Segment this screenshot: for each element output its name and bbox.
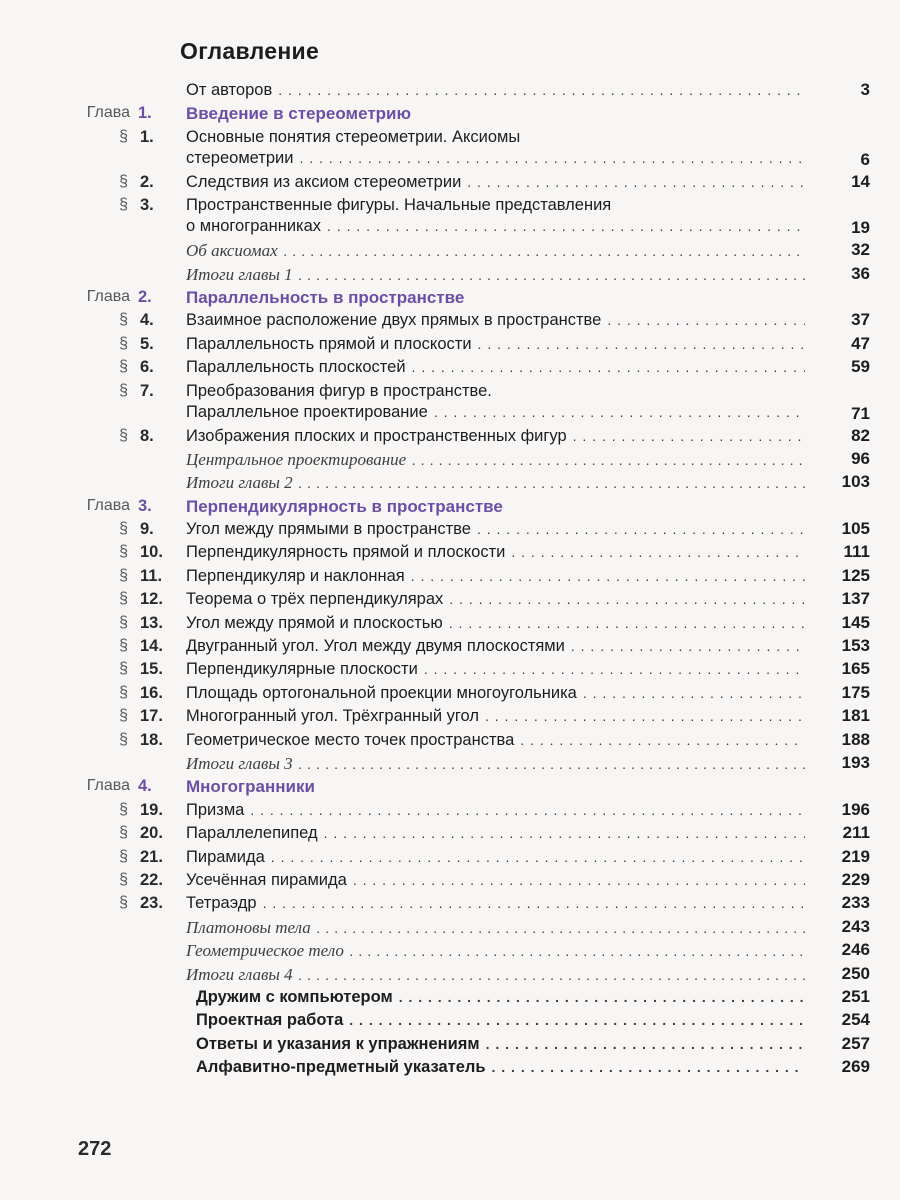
dot-leader [299,266,805,287]
toc-entry [186,172,805,193]
toc-entry [186,542,805,563]
entry-page-number: 103 [841,472,870,492]
page-number: 272 [78,1138,112,1160]
entry-title: стереометрии [186,148,294,167]
entry-page-number: 145 [841,612,870,632]
dot-leader [486,1034,805,1055]
dot-leader [412,451,805,472]
section-number: 20. [140,824,163,843]
dot-leader [583,683,805,704]
toc-row [0,940,900,963]
toc-entry [186,519,805,540]
toc-row [0,195,900,240]
toc-row [0,240,900,263]
entry-title-line1: Преобразования фигур в пространстве. [186,381,492,400]
entry-title: Итоги главы 4 [186,964,293,984]
chapter-label: Глава [86,496,130,514]
toc-row [0,172,900,195]
toc-row [0,381,900,426]
dot-leader [485,706,805,727]
entry-title-line1: Пространственные фигуры. Начальные представления [186,196,612,215]
toc-entry [196,1010,805,1031]
entry-title: Дружим с компьютером [196,987,393,1006]
toc-row [0,1057,900,1080]
dot-leader [449,613,805,634]
toc-entry [186,472,805,495]
toc-row [0,659,900,682]
dot-leader [349,1010,805,1031]
section-number: 14. [140,637,163,656]
toc-entry [186,870,805,891]
dot-leader [250,800,805,821]
toc-entry [186,449,805,472]
section-sign: § [119,381,128,399]
toc-entry [186,381,805,423]
table-of-contents [0,80,900,1080]
entry-page-number: 6 [860,149,870,169]
entry-page-number: 251 [841,986,870,1006]
toc-entry [186,80,805,101]
entry-title: Теорема о трёх перпендикулярах [186,590,444,609]
entry-page-number: 111 [843,542,870,562]
dot-leader [317,919,805,940]
entry-title: Итоги главы 1 [186,264,293,284]
dot-leader [299,755,805,776]
toc-entry [186,310,805,331]
toc-entry [186,683,805,704]
chapter-label: Глава [86,777,130,795]
dot-leader [467,172,805,193]
section-number: 12. [140,590,163,609]
entry-page-number: 14 [851,171,870,191]
toc-row [0,800,900,823]
section-number: 5. [140,334,154,353]
entry-page-number: 36 [851,263,870,283]
section-number: 1. [140,127,154,146]
section-sign: § [119,824,128,842]
section-sign: § [119,311,128,329]
entry-page-number: 233 [841,893,870,913]
dot-leader [477,519,805,540]
toc-row [0,357,900,380]
section-number: 17. [140,707,163,726]
section-sign: § [119,637,128,655]
toc-entry [186,776,805,797]
section-sign: § [119,520,128,538]
chapter-number: 2. [138,287,152,306]
section-number: 8. [140,426,154,445]
entry-page-number: 105 [841,519,870,539]
toc-row [0,823,900,846]
entry-page-number: 59 [851,357,870,377]
toc-entry [186,103,805,124]
entry-title: Тетраэдр [186,894,257,913]
section-number: 2. [140,172,154,191]
entry-title: Геометрическое место точек пространства [186,730,515,749]
toc-entry [186,264,805,287]
toc-row [0,449,900,472]
section-number: 4. [140,311,154,330]
entry-title: Центральное проектирование [186,449,407,469]
toc-row [0,706,900,729]
toc-row [0,683,900,706]
entry-page-number: 243 [841,916,870,936]
toc-entry [196,987,805,1008]
toc-entry [186,636,805,657]
toc-row [0,542,900,565]
toc-entry [186,334,805,355]
toc-row [0,987,900,1010]
entry-page-number: 188 [841,729,870,749]
entry-title: Многогранный угол. Трёхгранный угол [186,707,479,726]
toc-chapter-row [0,776,900,799]
entry-title: Взаимное расположение двух прямых в пространстве [186,311,602,330]
entry-page-number: 211 [842,823,870,843]
section-sign: § [119,334,128,352]
chapter-title: Многогранники [186,777,315,797]
toc-entry [186,613,805,634]
toc-row [0,964,900,987]
entry-title: Перпендикулярность прямой и плоскости [186,543,506,562]
entry-page-number: 71 [851,403,870,423]
section-sign: § [119,590,128,608]
entry-page-number: 229 [841,869,870,889]
section-sign: § [119,660,128,678]
toc-row [0,636,900,659]
entry-page-number: 175 [841,682,870,702]
toc-entry [186,240,805,263]
page-title: Оглавление [180,38,320,64]
entry-page-number: 82 [851,425,870,445]
entry-title: Алфавитно-предметный указатель [196,1058,486,1077]
entry-page-number: 125 [841,565,870,585]
section-number: 7. [140,381,154,400]
dot-leader [478,334,805,355]
dot-leader [449,589,805,610]
section-number: 21. [140,847,163,866]
entry-title: Усечённая пирамида [186,870,347,889]
entry-title: Перпендикуляр и наклонная [186,566,405,585]
entry-title: Пирамида [186,847,265,866]
section-sign: § [119,358,128,376]
toc-row [0,917,900,940]
dot-leader [411,566,805,587]
toc-entry [186,893,805,914]
section-number: 6. [140,358,154,377]
section-number: 18. [140,730,163,749]
dot-leader [492,1057,806,1078]
toc-entry [186,847,805,868]
entry-title: Изображения плоских и пространственных фигур [186,426,567,445]
dot-leader [299,148,805,169]
dot-leader [278,80,805,101]
toc-row [0,1034,900,1057]
section-number: 19. [140,800,163,819]
toc-row [0,80,900,103]
toc-entry [186,800,805,821]
dot-leader [284,242,805,263]
entry-page-number: 137 [841,589,870,609]
entry-title: Проектная работа [196,1011,344,1030]
toc-row [0,1010,900,1033]
chapter-number: 4. [138,777,152,796]
section-sign: § [119,707,128,725]
section-number: 16. [140,683,163,702]
section-number: 23. [140,894,163,913]
entry-title: Параллельное проектирование [186,402,428,421]
toc-row [0,753,900,776]
entry-title: Об аксиомах [186,241,278,261]
dot-leader [263,893,805,914]
toc-entry [186,195,805,237]
entry-title-line1: Основные понятия стереометрии. Аксиомы [186,127,521,146]
chapter-number: 3. [138,496,152,515]
chapter-number: 1. [138,104,152,123]
dot-leader [353,870,805,891]
dot-leader [520,730,805,751]
entry-title: Платоновы тела [186,917,311,937]
entry-page-number: 219 [841,846,870,866]
dot-leader [424,659,805,680]
toc-entry [196,1034,805,1055]
toc-row [0,893,900,916]
toc-row [0,566,900,589]
entry-page-number: 269 [841,1057,870,1077]
entry-title: Угол между прямыми в пространстве [186,520,471,539]
toc-entry [186,287,805,308]
entry-page-number: 257 [841,1033,870,1053]
section-sign: § [119,196,128,214]
toc-row [0,426,900,449]
entry-title: Призма [186,800,245,819]
dot-leader [271,847,805,868]
toc-entry [186,917,805,940]
toc-entry [186,964,805,987]
entry-page-number: 3 [860,80,870,99]
entry-page-number: 250 [841,963,870,983]
section-sign: § [119,847,128,865]
entry-title: Итоги главы 2 [186,473,293,493]
entry-page-number: 19 [851,218,870,238]
dot-leader [350,942,805,963]
entry-title: Геометрическое тело [186,941,344,961]
toc-row [0,589,900,612]
section-sign: § [119,127,128,145]
toc-row [0,519,900,542]
entry-title: От авторов [186,81,273,99]
section-sign: § [119,683,128,701]
entry-page-number: 246 [841,940,870,960]
entry-title: Двугранный угол. Угол между двумя плоскостями [186,637,565,656]
toc-chapter-row [0,103,900,126]
section-sign: § [119,730,128,748]
toc-entry [186,426,805,447]
toc-row [0,310,900,333]
chapter-label: Глава [86,104,130,122]
section-number: 9. [140,520,154,539]
toc-chapter-row [0,496,900,519]
chapter-label: Глава [86,287,130,305]
dot-leader [324,823,805,844]
toc-row [0,264,900,287]
section-number: 11. [140,566,163,585]
chapter-title: Перпендикулярность в пространстве [186,496,503,516]
entry-page-number: 193 [841,752,870,772]
dot-leader [299,474,805,495]
toc-entry [186,357,805,378]
dot-leader [573,426,805,447]
toc-entry [196,1057,805,1078]
chapter-title: Введение в стереометрию [186,104,411,124]
dot-leader [511,542,805,563]
entry-title: Параллелепипед [186,824,318,843]
dot-leader [412,357,805,378]
entry-page-number: 96 [851,448,870,468]
section-sign: § [119,426,128,444]
entry-title: Перпендикулярные плоскости [186,660,418,679]
toc-row [0,472,900,495]
section-sign: § [119,613,128,631]
toc-chapter-row [0,287,900,310]
dot-leader [299,966,805,987]
toc-entry [186,496,805,517]
entry-page-number: 254 [841,1010,870,1030]
section-sign: § [119,894,128,912]
section-number: 10. [140,543,163,562]
toc-row [0,730,900,753]
entry-title: Угол между прямой и плоскостью [186,613,443,632]
toc-entry [186,566,805,587]
entry-page-number: 196 [841,799,870,819]
toc-entry [186,753,805,776]
section-sign: § [119,566,128,584]
toc-row [0,127,900,172]
entry-page-number: 153 [841,636,870,656]
section-number: 15. [140,660,163,679]
entry-title: Следствия из аксиом стереометрии [186,172,462,191]
entry-title: Параллельность прямой и плоскости [186,334,472,353]
entry-title: Площадь ортогональной проекции многоугольника [186,683,577,702]
entry-page-number: 37 [851,310,870,330]
entry-page-number: 181 [841,706,870,726]
entry-title: о многогранниках [186,217,322,236]
section-sign: § [119,870,128,888]
section-number: 22. [140,870,163,889]
section-sign: § [119,800,128,818]
toc-entry [186,659,805,680]
section-sign: § [119,543,128,561]
dot-leader [327,216,805,237]
entry-page-number: 165 [841,659,870,679]
chapter-title: Параллельность в пространстве [186,287,465,307]
dot-leader [571,636,805,657]
toc-entry [186,589,805,610]
entry-page-number: 32 [851,240,870,260]
dot-leader [399,987,805,1008]
toc-entry [186,127,805,169]
section-number: 3. [140,196,154,215]
entry-title: Ответы и указания к упражнениям [196,1034,480,1053]
entry-title: Итоги главы 3 [186,753,293,773]
section-number: 13. [140,613,163,632]
toc-entry [186,823,805,844]
entry-title: Параллельность плоскостей [186,358,406,377]
dot-leader [607,310,805,331]
toc-row [0,847,900,870]
toc-row [0,613,900,636]
toc-entry [186,730,805,751]
dot-leader [434,402,805,423]
entry-page-number: 47 [851,333,870,353]
toc-entry [186,940,805,963]
section-sign: § [119,172,128,190]
toc-entry [186,706,805,727]
toc-row [0,870,900,893]
toc-row [0,334,900,357]
